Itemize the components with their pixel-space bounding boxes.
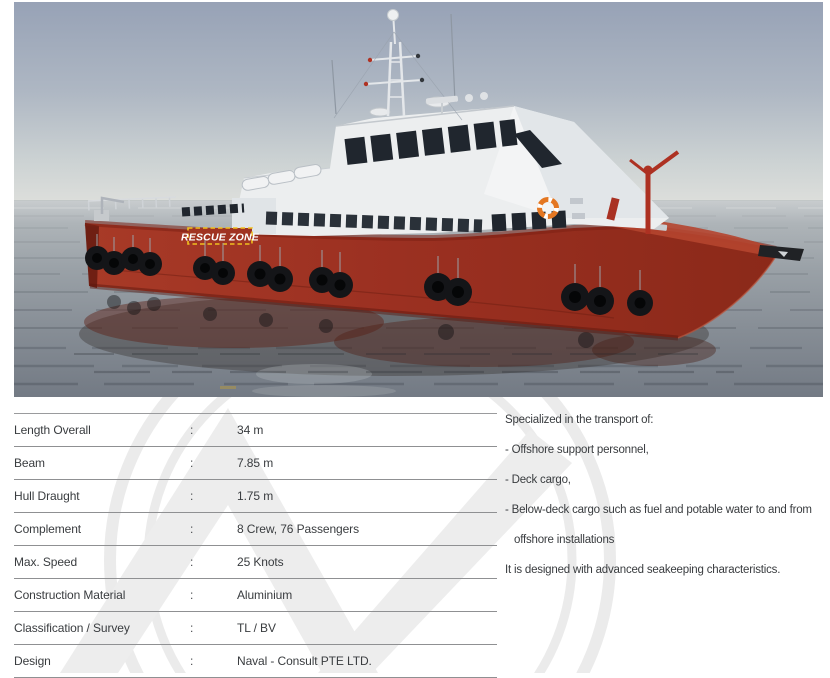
spec-table: [14, 413, 497, 678]
description-bullet: - Offshore support personnel,: [505, 444, 649, 456]
spec-colon: :: [190, 588, 194, 602]
description-closing: It is designed with advanced seakeeping characteristics.: [505, 564, 781, 576]
spec-row: [14, 612, 497, 645]
spec-value: 34 m: [237, 423, 264, 437]
spec-value: 25 Knots: [237, 555, 284, 569]
vent: [572, 213, 585, 219]
spec-label: Hull Draught: [14, 489, 80, 503]
rescue-zone-sign: [181, 228, 260, 244]
spec-row: [14, 645, 497, 678]
spec-row: [14, 413, 497, 447]
spec-label: Length Overall: [14, 423, 91, 437]
spec-label: Max. Speed: [14, 555, 78, 569]
spec-value: 8 Crew, 76 Passengers: [237, 522, 359, 536]
spec-value: TL / BV: [237, 621, 276, 635]
description-intro: Specialized in the transport of:: [505, 414, 654, 426]
description-block: [505, 405, 830, 585]
spec-label: Design: [14, 654, 51, 668]
spec-colon: :: [190, 522, 194, 536]
spec-colon: :: [190, 555, 194, 569]
spec-label: Classification / Survey: [14, 621, 130, 635]
spec-value: 1.75 m: [237, 489, 274, 503]
spec-colon: :: [190, 456, 194, 470]
description-bullet: - Below-deck cargo such as fuel and potable water to and from offshore installations: [505, 504, 812, 546]
spec-value: Aluminium: [237, 588, 293, 602]
vessel-photo: [14, 2, 823, 397]
spec-label: Construction Material: [14, 588, 126, 602]
vent: [570, 198, 583, 204]
spec-label: Complement: [14, 522, 82, 536]
spec-row: [14, 480, 497, 513]
spec-value: 7.85 m: [237, 456, 274, 470]
spec-colon: :: [190, 489, 194, 503]
spec-row: [14, 513, 497, 546]
spec-colon: :: [190, 654, 194, 668]
spec-colon: :: [190, 423, 194, 437]
spec-label: Beam: [14, 456, 45, 470]
vessel-illustration: [14, 2, 823, 397]
spec-colon: :: [190, 621, 194, 635]
spec-row: [14, 579, 497, 612]
spec-row: [14, 447, 497, 480]
rescue-zone-label: RESCUE ZONE: [180, 231, 260, 244]
spec-row: [14, 546, 497, 579]
description-bullet: - Deck cargo,: [505, 474, 571, 486]
spec-value: Naval - Consult PTE LTD.: [237, 654, 372, 668]
